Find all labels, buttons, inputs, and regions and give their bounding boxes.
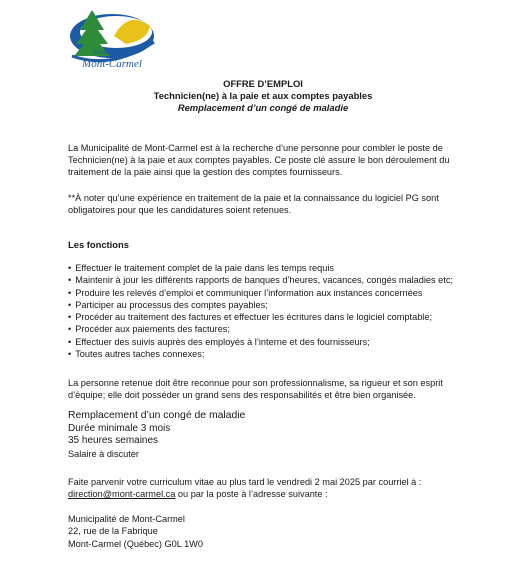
list-item: • Participer au processus des comptes payables; [68,299,488,311]
position-subtitle: Remplacement d’un congé de maladie [177,102,349,113]
logo-text-line2: Mont-Carmel [82,58,142,70]
list-item: • Effectuer le traitement complet de la paie dans les temps requis [68,262,488,274]
list-item: • Effectuer des suivis auprès des employés à l’interne et des fournisseurs; [68,336,488,348]
condition-replacement: Remplacement d’un congé de maladie [68,410,246,421]
position-title: Technicien(ne) à la paie et aux comptes payables [153,90,373,101]
municipality-logo [62,6,158,72]
fonctions-heading: Les fonctions [68,239,129,250]
list-item: • Toutes autres taches connexes; [68,348,488,360]
requirement-note: **À noter qu’une expérience en traitement de la paie et la connaissance du logiciel PG sont obligatoires pour que les candidatures soient retenues. [68,193,439,215]
address-line1: Municipalité de Mont-Carmel [68,514,185,524]
apply-email-line [68,488,488,500]
apply-text: Faite parvenir votre curriculum vitae au plus tard le vendredi 2 mai 2025 par courriel à : [68,477,422,487]
condition-duration: Durée minimale 3 mois [68,422,171,434]
mailing-address [68,513,203,550]
logo-text-line1: Municipalité de [93,49,135,56]
list-item: • Produire les relevés d’emploi et communiquer l’information aux instances concernées [68,287,488,299]
condition-hours: 35 heures semaines [68,435,159,446]
list-item: • Maintenir à jour les différents rapports de banques d’heures, vacances, congés maladies etc; [68,274,488,286]
duties-list [68,262,488,360]
address-line3: Mont-Carmel (Québec) G0L 1W0 [68,538,203,549]
list-item: • Procéder aux paiements des factures; [68,323,488,335]
job-header [0,78,526,114]
condition-salary: Salaire à discuter [68,448,139,459]
page-title: OFFRE D’EMPLOI [223,78,303,89]
address-line2: 22, rue de la Fabrique [68,526,158,537]
list-item: • Procéder au traitement des factures et effectuer les écritures dans le logiciel comptable; [68,311,488,323]
job-conditions [68,410,245,460]
email-link[interactable]: direction@mont-carmel.ca [68,489,176,499]
intro-paragraph: La Municipalité de Mont-Carmel est à la recherche d’une personne pour combler le poste de Technicien(ne) à la paie et aux comptes payables. Ce poste clé assure le bon déroulement du traitement de la paie ainsi que la gestion des comptes fournisseurs. [68,143,450,177]
apply-text-after: ou par la poste à l’adresse suivante : [175,489,328,499]
qualities-paragraph: La personne retenue doit être reconnue pour son professionnalisme, sa rigueur et son esprit d’équipe; elle doit posséder un grand sens des responsabilités et être bien organisée. [68,378,443,400]
apply-instructions [68,476,488,500]
logo-graphic [62,6,158,72]
